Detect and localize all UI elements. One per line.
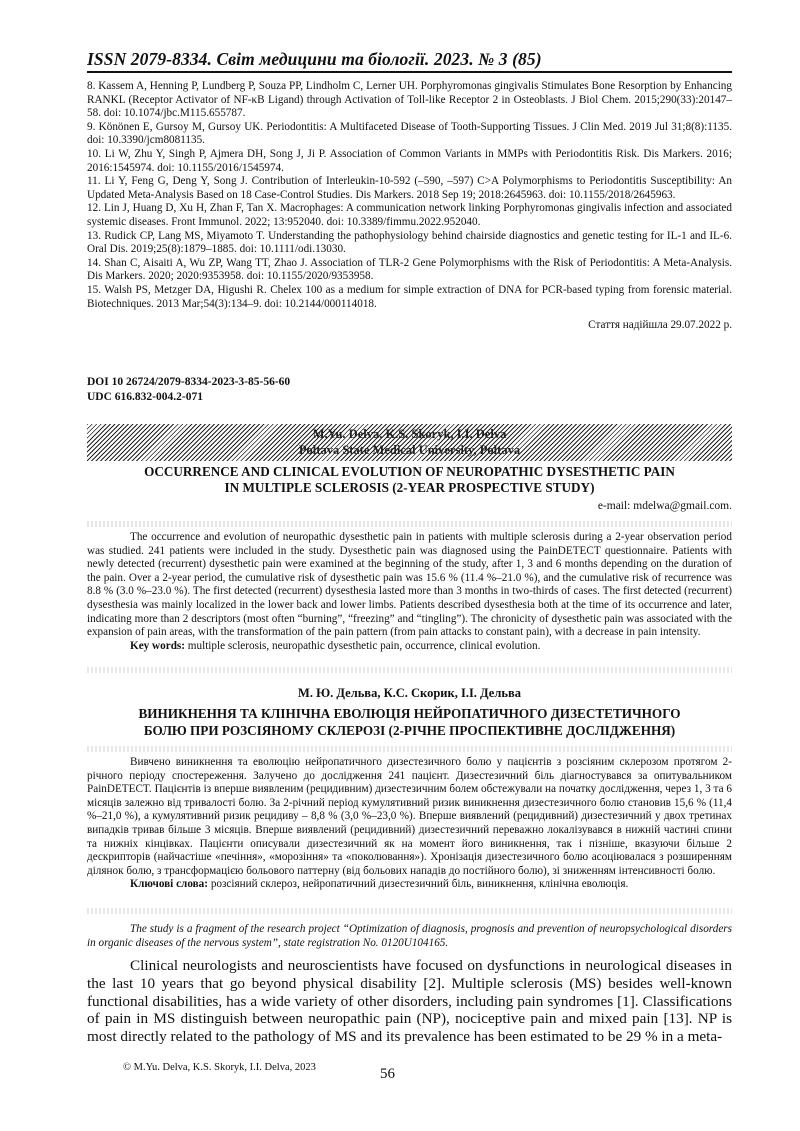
keywords-en (87, 640, 732, 654)
separator (87, 746, 732, 752)
separator (87, 667, 732, 673)
keywords-ua-label: Ключові слова: (130, 878, 209, 891)
author-banner (87, 424, 732, 461)
doi: DOI 10 26724/2079-8334-2023-3-85-56-60 (87, 376, 291, 388)
body-text (87, 957, 732, 1046)
affiliation: Poltava State Medical University, Poltava (298, 443, 521, 457)
separator (87, 908, 732, 914)
contact-email: e-mail: mdelwa@gmail.com. (597, 500, 732, 512)
reference-item: 15. Walsh PS, Metzger DA, Higushi R. Chelex 100 as a medium for simple extraction of DNA for PCR-based typing from forensic material. Biotechniques. 2013 Mar;54(3):134–9. doi: 10.2144/000114018. (87, 283, 732, 310)
keywords-en-text: multiple sclerosis, neuropathic dysesthetic pain, occurrence, clinical evolution. (185, 639, 541, 652)
reference-item: 8. Kassem A, Henning P, Lundberg P, Souza PP, Lindholm C, Lerner UH. Porphyromonas gingivalis Stimulates Bone Resorption by Enhancing RANKL (Receptor Activator of NF-κB Ligand) through Activation of Toll-like Receptor 2 in Osteoblasts. J Biol Chem. 2015;290(33):20147–58. doi: 10.1074/jbc.M115.655787. (87, 80, 732, 120)
received-date: Стаття надійшла 29.07.2022 р. (588, 319, 732, 331)
authors-ua: М. Ю. Дельва, К.С. Скорик, І.І. Дельва (298, 686, 521, 700)
title-en-line: IN MULTIPLE SCLEROSIS (2-YEAR PROSPECTIVE STUDY) (224, 480, 595, 495)
reference-item: 9. Könönen E, Gursoy M, Gursoy UK. Periodontitis: A Multifaceted Disease of Tooth-Supporting Tissues. J Clin Med. 2019 Jul 31;8(8):1135. doi: 10.3390/jcm8081135. (87, 120, 732, 147)
abstract-en (87, 531, 732, 653)
journal-header: ISSN 2079-8334. Світ медицини та біології. 2023. № 3 (85) (87, 49, 542, 69)
article-title-en (87, 464, 732, 496)
title-en-line: OCCURRENCE AND CLINICAL EVOLUTION OF NEUROPATHIC DYSESTHETIC PAIN (144, 464, 675, 479)
abstract-ua (87, 756, 732, 892)
reference-list (87, 80, 732, 311)
reference-item: 10. Li W, Zhu Y, Singh P, Ajmera DH, Song J, Ji P. Association of Common Variants in MMPs with Periodontitis Risk. Dis Markers. 2016; 2016:1545974. doi: 10.1155/2016/1545974. (87, 147, 732, 174)
reference-item: 14. Shan C, Aisaiti A, Wu ZP, Wang TT, Zhao J. Association of TLR-2 Gene Polymorphisms with the Risk of Periodontitis: A Meta-Analysis. Dis Markers. 2020; 2020:9353958. doi: 10.1155/2020/9353958. (87, 256, 732, 283)
authors-en: M.Yu. Delva, K.S. Skoryk, I.I. Delva (312, 427, 507, 441)
abstract-ua-text: Вивчено виникнення та еволюцію нейропатичного дизестезичного болю у пацієнтів з розсіяним склерозом протягом 2-річного періоду спостереження. Залучено до дослідження 241 пацієнт. Дизестезичний біль діагностувався за опитувальником PainDETECT. Пацієнтів із вперше виявленим (рецидивним) дизестезичним болем обстежували на початку дослідження, через 1, 3 та 6 місяців залежно від тривалості болю. За 2-річний період кумулятивний ризик виникнення дизестезичного болю становив 15,6 % (11,4 %–21,0 %), а кумулятивний ризик рецидиву – 8,8 % (3,0 %–23,0 %). Вперше виявлений (рецидивний) дизестезичний у двох третинах випадків тривав більше 3 місяців. Вперше виявлений (рецидивний) дизестезичний переважно локалізувався в нижній частині спини та нижніх кінцівках. Пацієнти описували дизестезичний як на момент його виникнення, так і пізніше, вказуючи більше 2 дескрипторів (найчастіше «печіння», «морозіння» та «поколювання»). Хронізація дизестезичного болю асоціювалася з розширенням ділянок болю, з трансформацією больового паттерну (від больових нападів до постійного болю), зі зниженням інтенсивності болю. (87, 756, 732, 877)
reference-item: 11. Li Y, Feng G, Deng Y, Song J. Contribution of Interleukin-10-592 (–590, –597) C>A Polymorphisms to Periodontitis Susceptibility: An Updated Meta-Analysis Based on 18 Case-Control Studies. Dis Markers. 2018 Sep 19; 2018:2645963. doi: 10.1155/2018/2645963. (87, 175, 732, 201)
body-paragraph: Clinical neurologists and neuroscientists have focused on dysfunctions in neurological diseases in the last 10 years that go beyond physical disability [2]. Multiple sclerosis (MS) besides well-known functional disabilities, has a wide variety of other disorders, including pain syndromes [1]. Classifications of pain in MS distinguish between neuropathic pain (NP), nociceptive pain and mixed pain [13]. NP is most directly related to the pathology of MS and its prevalence has been estimated to be 29 % in a meta- (87, 957, 732, 1046)
header-rule (87, 71, 732, 73)
keywords-en-label: Key words: (130, 639, 185, 652)
separator (87, 521, 732, 527)
project-note (87, 923, 732, 950)
keywords-ua (87, 878, 732, 892)
project-note-text: The study is a fragment of the research project “Optimization of diagnosis, prognosis and prevention of neuropsychological disorders in organic diseases of the nervous system”, state registration No. 0120U104165. (87, 923, 732, 949)
keywords-ua-text: розсіяний склероз, нейропатичний дизестезичний біль, виникнення, клінічна еволюція. (208, 878, 629, 891)
title-ua-line: ВИНИКНЕННЯ ТА КЛІНІЧНА ЕВОЛЮЦІЯ НЕЙРОПАТИЧНОГО ДИЗЕСТЕТИЧНОГО (138, 706, 681, 721)
abstract-en-text: The occurrence and evolution of neuropathic dysesthetic pain in patients with multiple sclerosis during a 2-year observation period was studied. 241 patients were included in the study. Dysesthetic pain was diagnosed using the PainDETECT questionnaire. Patients with newly detected (recurrent) dysesthetic pain were examined at the beginning of the study, after 1, 3 and 6 months depending on the duration of the pain. Over a 2-year period, the cumulative risk of dysesthetic pain was 15.6 % (11.4 %–21.0 %), and the cumulative risk of recurrence was 8.8 % (3.0 %–23.0 %). The first detected (recurrent) dysesthesia lasted more than 3 months in two-thirds of cases. The first detected (recurrent) dysesthesia was mainly localized in the lower back and lower limbs. Patients described dysesthesia both at the time of its occurrence and later, indicating more than 2 descriptors (most often “burning”, “freezing” and “tingling”). The chronicity of dysesthetic pain was associated with the expansion of pain areas, with the transformation of the pain pattern (from pain attacks to constant pain), with a decrease in pain intensity. (87, 531, 732, 639)
page-number: 56 (380, 1066, 395, 1082)
article-title-ua (87, 705, 732, 739)
reference-item: 13. Rudick CP, Lang MS, Miyamoto T. Understanding the pathophysiology behind chairside diagnostics and genetic testing for IL-1 and IL-6. Oral Dis. 2019;25(8):1879–1885. doi: 10.1111/odi.13030. (87, 229, 732, 256)
reference-item: 12. Lin J, Huang D, Xu H, Zhan F, Tan X. Macrophages: A communication network linking Porphyromonas gingivalis infection and associated systemic diseases. Front Immunol. 2022; 13:952040. doi: 10.3389/fimmu.2022.952040. (87, 202, 732, 228)
title-ua-line: БОЛЮ ПРИ РОЗСІЯНОМУ СКЛЕРОЗІ (2-РІЧНЕ ПРОСПЕКТИВНЕ ДОСЛІДЖЕННЯ) (143, 723, 676, 738)
copyright: © M.Yu. Delva, K.S. Skoryk, I.I. Delva, 2023 (123, 1062, 316, 1073)
article-identifiers (87, 375, 290, 405)
udc: UDC 616.832-004.2-071 (87, 391, 203, 403)
